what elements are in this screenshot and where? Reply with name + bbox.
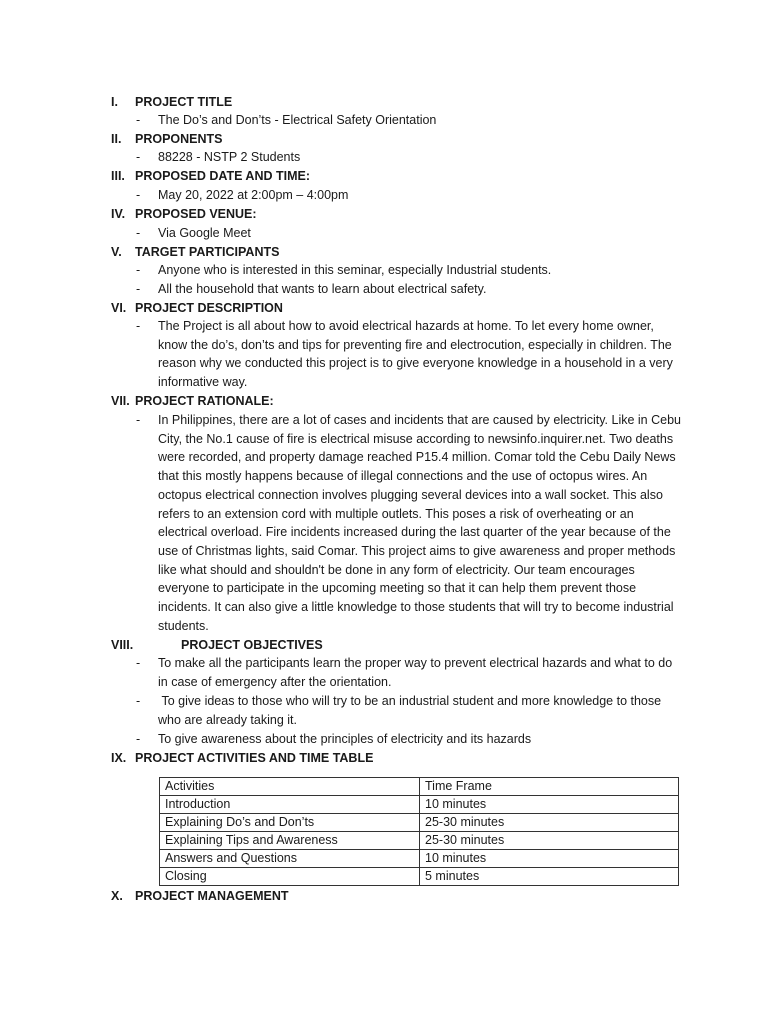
section-number: II. — [111, 132, 122, 146]
table-row — [160, 796, 679, 814]
table-cell: 10 minutes — [420, 796, 679, 814]
list-item-text: To give awareness about the principles of electricity and its hazards — [158, 732, 532, 746]
bullet-dash: - — [136, 282, 141, 296]
bullet-dash: - — [136, 413, 141, 427]
bullet-dash: - — [136, 656, 141, 670]
table-cell: 5 minutes — [420, 868, 679, 886]
section-title: PROJECT RATIONALE: — [135, 394, 274, 408]
section-title: TARGET PARTICIPANTS — [135, 245, 280, 259]
section-heading-project-management — [111, 888, 288, 904]
list-item-text: Via Google Meet — [158, 226, 251, 240]
section-title: PROPONENTS — [135, 132, 223, 146]
table-header-cell: Activities — [160, 778, 420, 796]
section-heading-activities-time-table — [111, 750, 373, 766]
bullet-dash: - — [136, 150, 141, 164]
section-title: PROPOSED DATE AND TIME: — [135, 169, 311, 183]
table-cell: 25-30 minutes — [420, 832, 679, 850]
section-heading-project-objectives — [111, 637, 323, 653]
table-cell: 25-30 minutes — [420, 814, 679, 832]
table-row — [160, 814, 679, 832]
section-number: VII. — [111, 394, 130, 408]
table-row — [160, 832, 679, 850]
list-item-text: The Project is all about how to avoid electrical hazards at home. To let every home owner, know the do’s, don’ts and tips for preventing fire and electrocution, especially in children. The reason why we conducted this project is to give everyone knowledge in a household in a very informative way. — [158, 319, 673, 390]
section-title: PROJECT DESCRIPTION — [135, 301, 283, 315]
bullet-dash: - — [136, 694, 141, 708]
section-heading-proponents — [111, 131, 223, 147]
table-cell: Explaining Do’s and Don’ts — [160, 814, 420, 832]
section-number: IX. — [111, 751, 127, 765]
section-number: IV. — [111, 207, 126, 221]
bullet-dash: - — [136, 188, 141, 202]
list-item-text: 88228 - NSTP 2 Students — [158, 150, 301, 164]
section-number: V. — [111, 245, 122, 259]
list-item-text: In Philippines, there are a lot of cases and incidents that are caused by electricity. Like in Cebu City, the No.1 cause of fire is electrical misuse according to newsinfo.inquirer.net. Two deaths were recorded, and property damage reached P15.4 million. Comar told the Cebu Daily News that this mostly happens because of illegal connections and the use of octopus wires. An octopus electrical connection involves plugging several devices into a wall socket. This also refers to an extension cord with multiple outlets. This poses a risk of overheating or an electrical overload. Fire incidents increased during the last quarter of the year because of the use of Christmas lights, said Comar. This project aims to give awareness and proper methods like what should and shouldn't be done in any form of electricity. Our team encourages everyone to participate in the upcoming meeting so that it can help them prevent those incidents. It can also give a little knowledge to those students that will try to become industrial students. — [158, 413, 681, 633]
section-heading-project-title — [111, 94, 232, 110]
list-item-text: The Do’s and Don’ts - Electrical Safety Orientation — [158, 113, 437, 127]
section-number: X. — [111, 889, 123, 903]
table-row — [160, 850, 679, 868]
table-cell: Introduction — [160, 796, 420, 814]
section-title: PROJECT MANAGEMENT — [135, 889, 289, 903]
table-header-cell: Time Frame — [420, 778, 679, 796]
table-cell: Explaining Tips and Awareness — [160, 832, 420, 850]
list-item-text: To give ideas to those who will try to be an industrial student and more knowledge to those who are already taking it. — [158, 694, 665, 727]
bullet-dash: - — [136, 263, 141, 277]
section-title: PROPOSED VENUE: — [135, 207, 257, 221]
section-number: VI. — [111, 301, 127, 315]
list-item-text: May 20, 2022 at 2:00pm – 4:00pm — [158, 188, 349, 202]
section-heading-project-description — [111, 300, 283, 316]
bullet-dash: - — [136, 319, 141, 333]
bullet-dash: - — [136, 113, 141, 127]
section-number: VIII. — [111, 638, 134, 652]
list-item-text: All the household that wants to learn about electrical safety. — [158, 282, 487, 296]
table-row — [160, 868, 679, 886]
list-item-text: To make all the participants learn the proper way to prevent electrical hazards and what to do in case of emergency after the orientation. — [158, 656, 673, 689]
section-title: PROJECT ACTIVITIES AND TIME TABLE — [135, 751, 374, 765]
section-number: III. — [111, 169, 125, 183]
bullet-dash: - — [136, 732, 141, 746]
table-header-row — [160, 778, 679, 796]
section-heading-target-participants — [111, 244, 279, 260]
section-title: PROJECT OBJECTIVES — [181, 638, 323, 652]
section-title: PROJECT TITLE — [135, 95, 233, 109]
table-cell: 10 minutes — [420, 850, 679, 868]
section-heading-date-time — [111, 168, 310, 184]
section-heading-venue — [111, 206, 257, 222]
activities-time-table — [159, 777, 679, 886]
section-number: I. — [111, 95, 118, 109]
list-item-text: Anyone who is interested in this seminar, especially Industrial students. — [158, 263, 552, 277]
bullet-dash: - — [136, 226, 141, 240]
section-heading-project-rationale — [111, 393, 274, 409]
table-cell: Answers and Questions — [160, 850, 420, 868]
table-cell: Closing — [160, 868, 420, 886]
